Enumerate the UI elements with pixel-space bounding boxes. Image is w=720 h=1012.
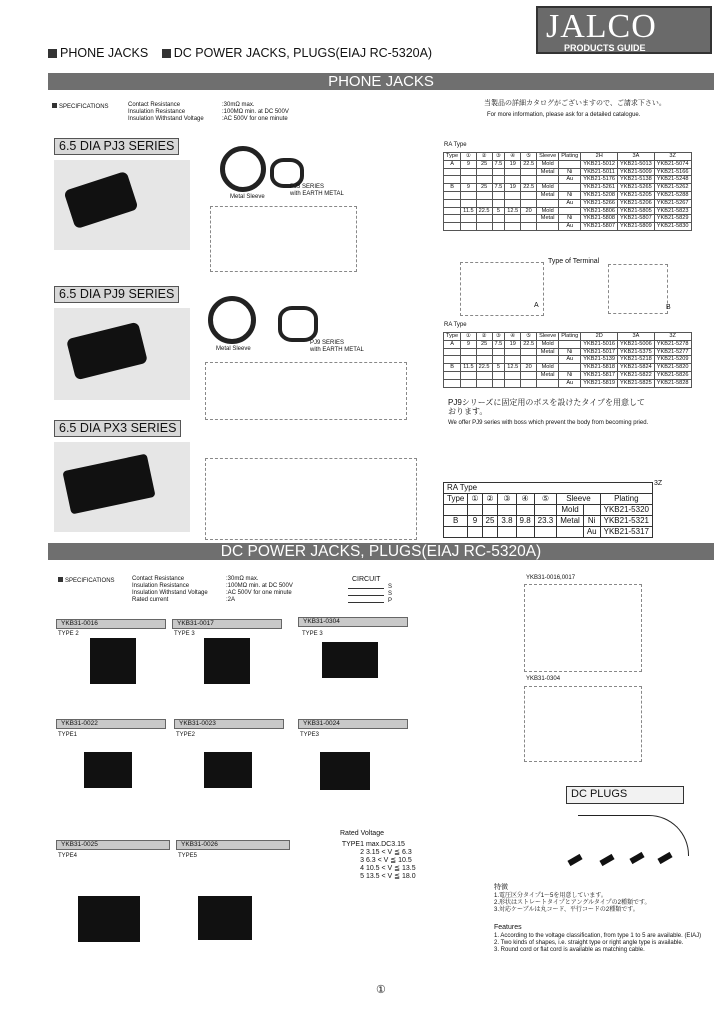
drawing-pj3-front	[220, 146, 266, 192]
table-row: RA Type	[444, 483, 653, 494]
dc-plugs-box	[566, 786, 684, 804]
square-bullet-icon	[162, 49, 171, 58]
drawing-pj3-dimensions	[210, 206, 357, 272]
table-row: Mold YKB21-5320	[444, 505, 653, 516]
part-code: YKB31-0017	[172, 619, 282, 629]
table2	[443, 332, 692, 388]
pj9-jp-note: PJ9シリーズに固定用のボスを設けたタイプを用意しております。	[448, 398, 645, 416]
label-metal-sleeve: Metal Sleeve	[230, 194, 265, 200]
square-bullet-icon	[48, 49, 57, 58]
table-row: Au YKB21-5139 YKB21-5218 YKB21-5209	[444, 356, 692, 364]
phone-specs: Contact Resistance :30mΩ max. Insulation Resistance :100MΩ min. at DC 500V Insulation Withstand Voltage :AC 500V for one minute	[128, 102, 289, 122]
part-code: YKB31-0022	[56, 719, 166, 729]
terminal-a: A	[534, 302, 539, 309]
circuit-label: CIRCUIT	[352, 576, 381, 583]
photo-dc-plugs	[560, 805, 700, 877]
table-row: B 9 25 3.8 9.8 23.3 Metal Ni YKB21-5321	[444, 516, 653, 527]
photo-jack	[204, 638, 250, 684]
part-code: YKB31-0304	[298, 617, 408, 627]
drawing-label: YKB31-0304	[526, 676, 561, 682]
header-dc: DC POWER JACKS, PLUGS(EIAJ RC-5320A)	[173, 46, 433, 60]
terminal-b: B	[666, 304, 671, 311]
logo-subtitle: PRODUCTS GUIDE	[564, 43, 646, 53]
drawing-px3-dimensions	[205, 458, 417, 540]
drawing-dc-jack-2	[524, 686, 642, 762]
photo-pj3	[54, 160, 190, 250]
en-features: 1. According to the voltage classification, from type 1 to 5 are available. (EIAJ) 2. Two kinds of shapes, i.e. straight type or right angle type is available. 3. Round cord or flat cord is available as matching cable.	[494, 933, 702, 953]
label-pj3-earth: PJ3 SERIES with EARTH METAL	[290, 184, 344, 197]
part-type: TYPE5	[178, 853, 198, 859]
logo-brand: JALCO	[546, 8, 657, 45]
table-row: Au YKB21-5266 YKB21-5206 YKB21-5267	[444, 199, 692, 207]
part-type: TYPE 3	[174, 631, 195, 637]
table-row: Au YKB21-5176 YKB21-5138 YKB21-5248	[444, 176, 692, 184]
part-type: TYPE3	[300, 732, 320, 738]
table-row: Type ① ② ③ ④ ⑤ Sleeve Plating 2H 3A 3Z	[444, 153, 692, 161]
photo-jack	[78, 896, 140, 942]
header-phone: PHONE JACKS	[60, 46, 149, 60]
circuit-diagram: S S P	[340, 584, 400, 610]
page-number: ①	[376, 984, 386, 996]
terminal-drawing-a	[460, 262, 544, 316]
part-code: YKB31-0023	[174, 719, 284, 729]
table-row: Au YKB21-5819 YKB21-5825 YKB21-5828	[444, 379, 692, 387]
part-code: YKB31-0026	[176, 840, 290, 850]
rated-voltage-title: Rated Voltage	[340, 830, 384, 837]
part-type: TYPE4	[58, 853, 78, 859]
drawing-pj9-front	[208, 296, 256, 344]
photo-jack	[204, 752, 252, 788]
photo-jack	[322, 642, 378, 678]
drawing-pj9-dimensions	[205, 362, 407, 420]
table-row: Metal Ni YKB21-5808 YKB21-5807 YKB21-5829	[444, 215, 692, 223]
photo-jack	[84, 752, 132, 788]
rated-voltage-list: TYPE1 max.DC3.15 2 3.15 < V ≦ 6.3 3 6.3 < V ≦ 10.5 4 10.5 < V ≦ 13.5 5 13.5 < V ≦ 18.0	[341, 841, 416, 880]
series-title-px3: 6.5 DIA PX3 SERIES	[54, 420, 181, 437]
table-row: Metal Ni YKB21-5208 YKB21-5205 YKB21-5288	[444, 191, 692, 199]
page-header	[48, 46, 432, 61]
table-row: B 11.5 22.5 5 12.5 20 Mold YKB21-5818 YKB21-5824 YKB21-5820	[444, 364, 692, 372]
dc-specs: Contact Resistance :30mΩ max. Insulation Resistance :100MΩ min. at DC 500V Insulation Withstand Voltage :AC 500V for one minute Rated current :2A	[132, 576, 293, 603]
dc-spec-label: SPECIFICATIONS	[58, 577, 115, 585]
section-bar-dc: DC POWER JACKS, PLUGS(EIAJ RC-5320A)	[48, 543, 714, 560]
table-row: A 9 25 7.5 19 22.5 Mold YKB21-5012 YKB21-5013 YKB21-5074	[444, 160, 692, 168]
table-row: Metal Ni YKB21-5011 YKB21-5009 YKB21-5166	[444, 168, 692, 176]
jp-features-title: 特徴	[494, 884, 508, 891]
logo	[536, 6, 712, 54]
photo-px3	[54, 442, 190, 532]
table1	[443, 152, 692, 231]
jp-features: 1.電圧区分タイプ1〜5を用意しています。 2.形状はストレートタイプとアングルタイプの2種類です。 3.対応ケーブルは丸コード、平行コードの2種類です。	[494, 893, 651, 913]
series-title-pj9: 6.5 DIA PJ9 SERIES	[54, 286, 179, 303]
series-title-pj3: 6.5 DIA PJ3 SERIES	[54, 138, 179, 155]
section-bar-phone: PHONE JACKS	[48, 73, 714, 90]
part-type: TYPE1	[58, 732, 78, 738]
part-code: YKB31-0025	[56, 840, 170, 850]
dc-plugs-title: DC PLUGS	[571, 788, 628, 800]
table3-corner: 3Z	[654, 480, 663, 487]
table-row: Type ① ② ③ ④ ⑤ Sleeve Plating	[444, 494, 653, 505]
table-row: Metal Ni YKB21-5017 YKB21-5375 YKB21-5277	[444, 348, 692, 356]
photo-jack	[90, 638, 136, 684]
pj9-en-note: We offer PJ9 series with boss which prevent the body from becoming pried.	[448, 420, 649, 426]
table-row: Type ① ② ③ ④ ⑤ Sleeve Plating 2D 3A 3Z	[444, 333, 692, 341]
phone-spec-label: SPECIFICATIONS	[52, 103, 109, 111]
drawing-label: YKB31-0016,0017	[526, 575, 576, 581]
table-row: 11.5 22.5 5 12.5 20 Mold YKB21-5806 YKB21-5805 YKB21-5823	[444, 207, 692, 215]
table3	[443, 482, 653, 538]
table-row: Au YKB21-5807 YKB21-5809 YKB21-5830	[444, 223, 692, 231]
photo-pj9	[54, 308, 190, 400]
label-pj9-earth: PJ9 SERIES with EARTH METAL	[310, 340, 364, 353]
table-row: A 9 25 7.5 19 22.5 Mold YKB21-5016 YKB21-5006 YKB21-5278	[444, 340, 692, 348]
part-code: YKB31-0016	[56, 619, 166, 629]
table2-type-label: RA Type	[444, 322, 467, 328]
drawing-pj9-side	[278, 306, 318, 342]
part-type: TYPE 3	[302, 631, 323, 637]
table-row: B 9 25 7.5 19 22.5 Mold YKB21-5261 YKB21-5265 YKB21-5262	[444, 184, 692, 192]
table1-type-label: RA Type	[444, 142, 467, 148]
photo-jack	[198, 896, 252, 940]
part-type: TYPE2	[176, 732, 196, 738]
table-row: Metal Ni YKB21-5817 YKB21-5822 YKB21-5826	[444, 371, 692, 379]
terminal-label: Type of Terminal	[548, 258, 600, 265]
photo-jack	[320, 752, 370, 790]
en-features-title: Features	[494, 924, 522, 931]
part-type: TYPE 2	[58, 631, 79, 637]
part-code: YKB31-0024	[298, 719, 408, 729]
drawing-dc-jack-1	[524, 584, 642, 672]
label-metal-sleeve-pj9: Metal Sleeve	[216, 346, 251, 352]
en-note: For more information, please ask for a detailed catalogue.	[487, 112, 641, 118]
jp-note: 当製品の詳細カタログがございますので、ご請求下さい。	[484, 100, 666, 107]
terminal-drawing-b	[608, 264, 668, 314]
table-row: Au YKB21-5317	[444, 527, 653, 538]
